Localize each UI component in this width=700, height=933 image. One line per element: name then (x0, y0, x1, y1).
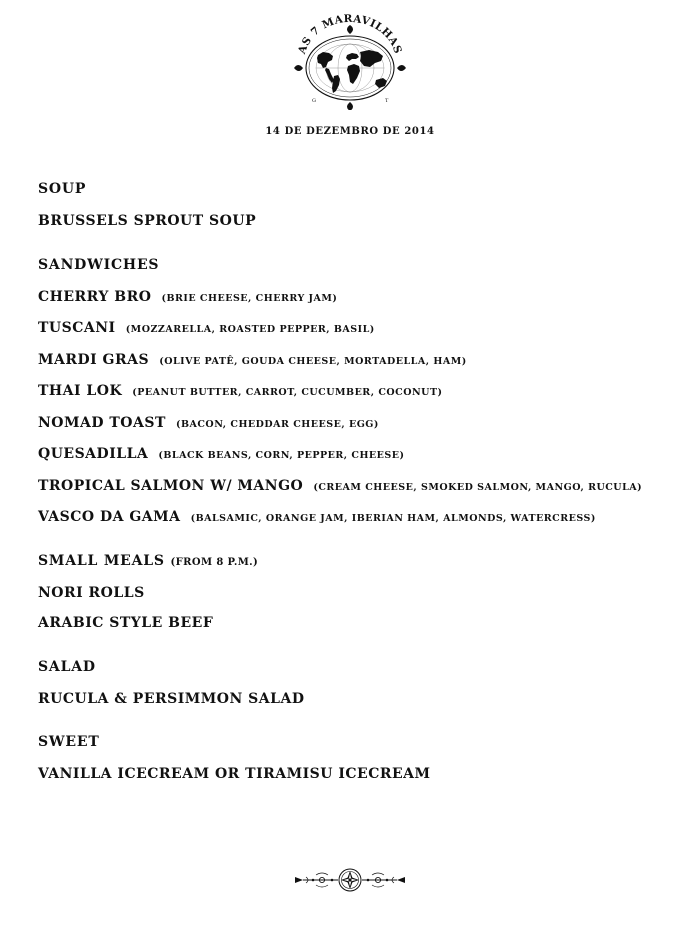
menu-item (38, 475, 670, 496)
section-title (38, 257, 670, 273)
menu-item-name: QUESADILLA (38, 446, 149, 462)
menu-item-name: RUCULA & PERSIMMON SALAD (38, 690, 305, 707)
section-title-note: (FROM 8 P.M.) (170, 556, 259, 568)
menu-item-desc: (MOZZARELLA, ROASTED PEPPER, BASIL) (125, 324, 375, 335)
menu-sections (0, 181, 700, 784)
menu-item (38, 286, 670, 307)
section-title-text: SWEET (38, 734, 100, 750)
menu-item (38, 443, 670, 464)
menu-item-desc: (OLIVE PATÊ, GOUDA CHEESE, MORTADELLA, HAM) (159, 355, 467, 367)
menu-item (38, 582, 670, 603)
menu-item (38, 412, 670, 433)
menu-item (38, 380, 670, 401)
menu-item-name: ARABIC STYLE BEEF (38, 615, 214, 631)
menu-item (38, 210, 670, 231)
menu-item (38, 349, 670, 370)
menu-date: 14 DE DEZEMBRO DE 2014 (265, 126, 435, 137)
menu-section-salad (38, 659, 670, 709)
section-title (38, 553, 670, 569)
menu-section-sandwiches (38, 257, 670, 527)
svg-text:G: G (312, 98, 316, 104)
menu-item-desc: (BALSAMIC, ORANGE JAM, IBERIAN HAM, ALMONDS, WATERCRESS) (190, 513, 596, 524)
section-title-text: SANDWICHES (38, 256, 160, 273)
menu-item-desc: (BLACK BEANS, CORN, PEPPER, CHEESE) (158, 450, 405, 461)
menu-item (38, 688, 670, 709)
menu-item-name: NORI ROLLS (38, 584, 145, 601)
section-title (38, 734, 670, 750)
menu-item-desc: (BACON, CHEDDAR CHEESE, EGG) (175, 418, 379, 430)
menu-item (38, 506, 670, 527)
menu-item-name: TROPICAL SALMON W/ MANGO (38, 477, 304, 494)
menu-section-soup (38, 181, 670, 231)
menu-item-name: BRUSSELS SPROUT SOUP (38, 213, 257, 229)
menu-item-name: VANILLA ICECREAM OR TIRAMISU ICECREAM (38, 766, 431, 782)
menu-item-desc: (BRIE CHEESE, CHERRY JAM) (161, 292, 338, 304)
menu-item-desc: (PEANUT BUTTER, CARROT, CUCUMBER, COCONUT) (132, 387, 443, 398)
logo-container (0, 0, 700, 110)
svg-text:T: T (385, 98, 389, 104)
svg-text:AS 7 MARAVILHAS: AS 7 MARAVILHAS (296, 12, 404, 56)
menu-item-name: VASCO DA GAMA (38, 509, 181, 525)
menu-item-name: TUSCANI (38, 320, 116, 336)
menu-section-sweet (38, 734, 670, 784)
footer-ornament-container (0, 863, 700, 901)
section-title-text: SALAD (38, 658, 96, 675)
section-title (38, 181, 670, 197)
section-title-text: SMALL MEALS (38, 552, 165, 569)
menu-item (38, 612, 670, 633)
menu-item-name: NOMAD TOAST (38, 414, 166, 431)
section-title-text: SOUP (38, 181, 87, 197)
menu-item-name: THAI LOK (38, 383, 123, 399)
menu-item-name: MARDI GRAS (38, 351, 150, 368)
menu-item (38, 763, 670, 784)
menu-item-name: CHERRY BRO (38, 288, 152, 305)
menu-item-desc: (CREAM CHEESE, SMOKED SALMON, MANGO, RUCULA) (313, 481, 643, 493)
as-7-maravilhas-logo (290, 10, 410, 110)
menu-section-small-meals (38, 553, 670, 633)
menu-item (38, 317, 670, 338)
section-title (38, 659, 670, 675)
compass-rose-ornament (250, 863, 450, 901)
